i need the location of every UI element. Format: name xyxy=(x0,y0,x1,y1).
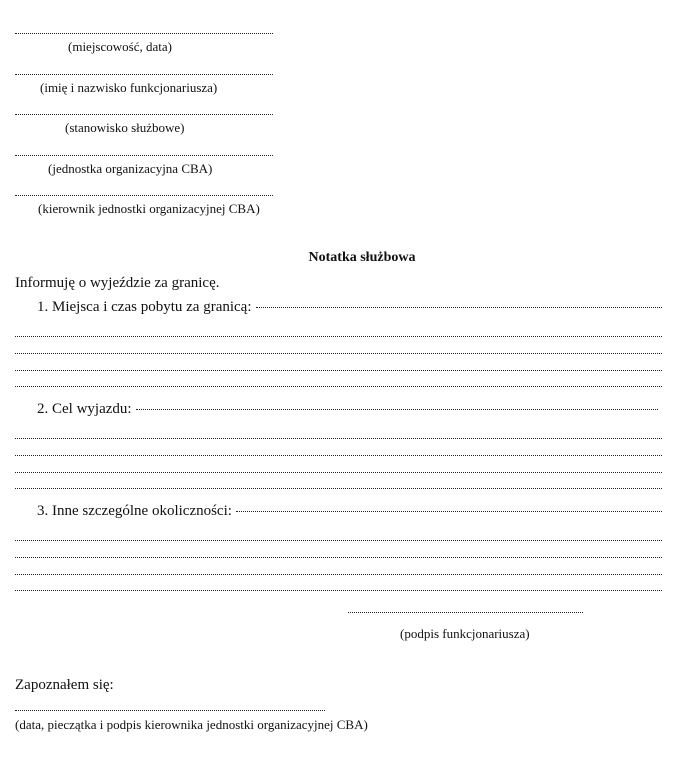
unit-head-line xyxy=(15,195,273,196)
answer-line xyxy=(15,438,662,439)
question-3-label: 3. Inne szczególne okoliczności: xyxy=(37,503,232,519)
officer-signature-label: (podpis funkcjonariusza) xyxy=(400,626,530,641)
question-3-fill-line xyxy=(236,511,662,512)
acknowledgement-signature-label: (data, pieczątka i podpis kierownika jednostki organizacyjnej CBA) xyxy=(15,717,368,732)
question-2-label: 2. Cel wyjazdu: xyxy=(37,401,132,417)
answer-line xyxy=(15,557,662,558)
answer-line xyxy=(15,574,662,575)
answer-line xyxy=(15,336,662,337)
question-2-row xyxy=(37,401,658,418)
unit-head-label: (kierownik jednostki organizacyjnej CBA) xyxy=(38,201,260,216)
place-date-label: (miejscowość, data) xyxy=(68,39,172,54)
question-1-label: 1. Miejsca i czas pobytu za granicą: xyxy=(37,299,252,315)
intro-text: Informuję o wyjeździe za granicę. xyxy=(15,275,220,291)
acknowledgement-signature-line xyxy=(15,710,325,711)
document-title: Notatka służbowa xyxy=(308,250,416,265)
answer-line xyxy=(15,590,662,591)
answer-line xyxy=(15,353,662,354)
question-3-row xyxy=(37,503,662,520)
position-line xyxy=(15,114,273,115)
answer-line xyxy=(15,488,662,489)
answer-line xyxy=(15,386,662,387)
question-1-fill-line xyxy=(256,307,663,308)
answer-line xyxy=(15,370,662,371)
officer-name-line xyxy=(15,74,273,75)
question-2-fill-line xyxy=(136,409,658,410)
unit-label: (jednostka organizacyjna CBA) xyxy=(48,161,213,176)
answer-line xyxy=(15,455,662,456)
answer-line xyxy=(15,540,662,541)
answer-line xyxy=(15,472,662,473)
unit-line xyxy=(15,155,273,156)
place-date-line xyxy=(15,33,273,34)
acknowledgement-text: Zapoznałem się: xyxy=(15,677,114,693)
officer-signature-line xyxy=(348,612,583,613)
question-1-row xyxy=(37,299,662,316)
officer-name-label: (imię i nazwisko funkcjonariusza) xyxy=(40,80,218,95)
position-label: (stanowisko służbowe) xyxy=(65,120,185,135)
